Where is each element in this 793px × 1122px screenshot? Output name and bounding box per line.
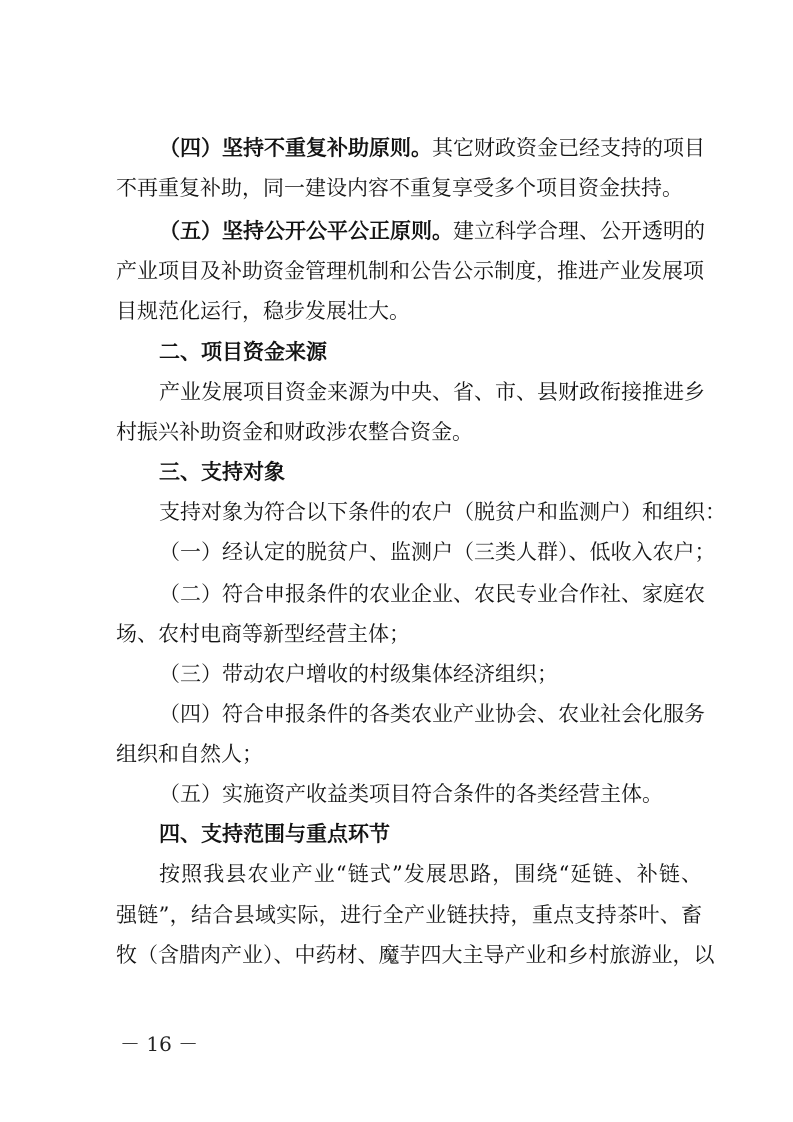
principle-5-line-3: 目规范化运行，稳步发展壮大。 <box>116 299 410 323</box>
section-2-line-1: 产业发展项目资金来源为中央、省、市、县财政衔接推进乡 <box>159 380 705 404</box>
section-4-line-1: 按照我县农业产业“链式”发展思路，围绕“延链、补链、 <box>159 862 702 886</box>
section-3-item-2-line-1: （二）符合申报条件的农业企业、农民专业合作社、家庭农 <box>159 582 705 606</box>
page-number: － 16 － <box>120 1032 199 1056</box>
section-2-line-2: 村振兴补助资金和财政涉农整合资金。 <box>116 420 473 444</box>
principle-5-line-1 <box>159 217 705 245</box>
section-3-item-4-line-1: （四）符合申报条件的各类农业产业协会、农业社会化服务 <box>159 702 705 726</box>
principle-4-line-2: 不再重复补助，同一建设内容不重复享受多个项目资金扶持。 <box>116 176 683 200</box>
section-3-item-5: （五）实施资产收益类项目符合条件的各类经营主体。 <box>159 782 663 806</box>
section-4-heading: 四、支持范围与重点环节 <box>159 822 390 846</box>
section-3-item-1: （一）经认定的脱贫户、监测户（三类人群）、低收入农户； <box>159 540 716 564</box>
section-4-line-2: 强链”，结合县域实际，进行全产业链扶持，重点支持茶叶、畜 <box>116 903 702 927</box>
principle-5-line-2: 产业项目及补助资金管理机制和公告公示制度，推进产业发展项 <box>116 259 704 283</box>
principle-5-label: （五）坚持公开公平公正原则。 <box>159 219 453 243</box>
section-4-line-3: 牧（含腊肉产业）、中药材、魔芋四大主导产业和乡村旅游业，以 <box>116 943 715 967</box>
principle-4-text: 其它财政资金已经支持的项目 <box>432 136 705 160</box>
principle-5-text: 建立科学合理、公开透明的 <box>453 219 705 243</box>
principle-4-line-1 <box>159 134 705 162</box>
section-3-item-3: （三）带动农户增收的村级集体经济组织； <box>159 662 558 686</box>
section-3-heading: 三、支持对象 <box>159 460 285 484</box>
section-2-heading: 二、项目资金来源 <box>159 340 327 364</box>
section-3-item-2-line-2: 场、农村电商等新型经营主体； <box>116 622 410 646</box>
section-3-intro: 支持对象为符合以下条件的农户（脱贫户和监测户）和组织： <box>159 500 726 524</box>
section-3-item-4-line-2: 组织和自然人； <box>116 742 263 766</box>
principle-4-label: （四）坚持不重复补助原则。 <box>159 136 432 160</box>
